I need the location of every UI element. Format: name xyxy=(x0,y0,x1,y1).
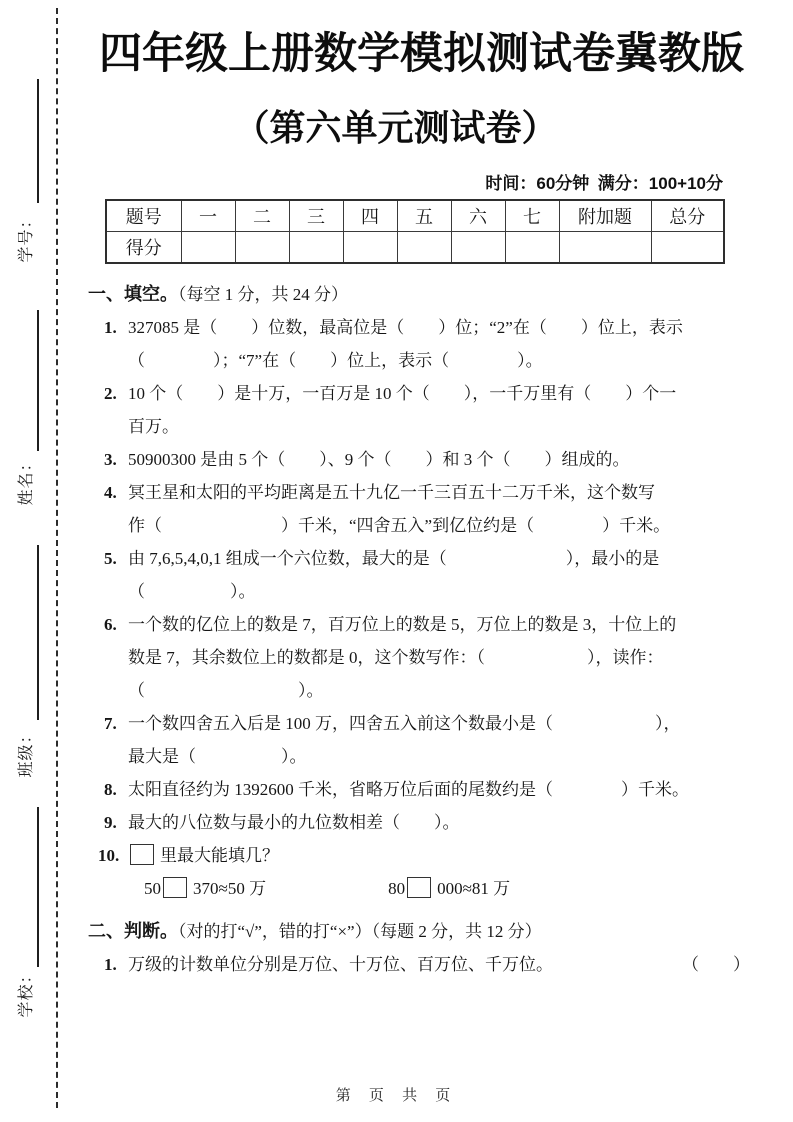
question-line: 数是 7，其余数位上的数都是 0，这个数写作：（ ），读作： xyxy=(128,648,664,667)
question-line xyxy=(128,872,778,905)
score-cell xyxy=(397,232,451,264)
fill-question-5 xyxy=(88,542,778,608)
question-number: 1. xyxy=(104,318,117,337)
fill-section-heading xyxy=(88,278,778,311)
question-line: 327085 是（ ）位数，最高位是（ ）位；“2”在（ ）位上，表示 xyxy=(128,318,683,337)
approx-expression-1 xyxy=(144,872,266,905)
judge-section-title: 二、判断。 xyxy=(88,921,178,941)
score-cell xyxy=(343,232,397,264)
blank-box xyxy=(163,877,187,898)
question-line: 10 个（ ）是十万，一百万是 10 个（ ），一千万里有（ ）个一 xyxy=(128,384,677,403)
judge-section-note: （对的打“√”，错的打“×”）（每题 2 分，共 12 分） xyxy=(178,922,542,941)
fill-question-3 xyxy=(88,443,778,476)
expression-text: 50 xyxy=(144,879,161,898)
question-line: 50900300 是由 5 个（ ）、9 个（ ）和 3 个（ ）组成的。 xyxy=(128,450,630,469)
question-line: 最大的八位数与最小的九位数相差（ ）。 xyxy=(128,813,460,832)
question-line: 作（ ）千米，“四舍五入”到亿位约是（ ）千米。 xyxy=(128,516,671,535)
score-col-4: 四 xyxy=(343,200,397,232)
question-line: 冥王星和太阳的平均距离是五十九亿一千三百五十二万千米，这个数写 xyxy=(128,483,655,502)
score-col-2: 二 xyxy=(235,200,289,232)
student-id-blank-line xyxy=(37,79,39,203)
question-line: （ ）。 xyxy=(128,681,324,700)
judge-question-1 xyxy=(88,948,778,981)
fill-question-10 xyxy=(88,839,778,905)
exam-time-score-info: 时间：60分钟 满分：100+10分 xyxy=(485,174,723,193)
question-number: 4. xyxy=(104,483,117,502)
answer-blank: （ ） xyxy=(682,955,750,974)
expression-text: 370≈50 万 xyxy=(193,879,267,898)
question-text: 万级的计数单位分别是万位、十万位、百万位、千万位。 xyxy=(128,955,553,974)
score-col-3: 三 xyxy=(289,200,343,232)
question-line: 百万。 xyxy=(128,417,179,436)
fill-question-6 xyxy=(88,608,778,707)
fill-question-4 xyxy=(88,476,778,542)
question-line: （ ）。 xyxy=(128,582,256,601)
score-table xyxy=(105,199,725,264)
question-line: 一个数四舍五入后是 100 万，四舍五入前这个数最小是（ ）， xyxy=(128,714,681,733)
question-line: 最大是（ ）。 xyxy=(128,747,307,766)
question-line xyxy=(128,839,778,872)
score-table-corner: 题号 xyxy=(106,200,181,232)
score-col-total: 总分 xyxy=(651,200,724,232)
fill-question-2 xyxy=(88,377,778,443)
score-cell xyxy=(181,232,235,264)
footer-page-number: 第 页 共 页 xyxy=(335,1087,458,1104)
question-number: 7. xyxy=(104,714,117,733)
score-row-label: 得分 xyxy=(106,232,181,264)
question-line: （ ）；“7”在（ ）位上，表示（ ）。 xyxy=(128,351,543,370)
question-number: 5. xyxy=(104,549,117,568)
score-cell xyxy=(289,232,343,264)
sidebar-field-class: 班级： xyxy=(18,726,35,778)
school-blank-line xyxy=(37,807,39,967)
question-line: 一个数的亿位上的数是 7，百万位上的数是 5，万位上的数是 3，十位上的 xyxy=(128,615,677,634)
fill-question-9 xyxy=(88,806,778,839)
question-number: 3. xyxy=(104,450,117,469)
score-col-6: 六 xyxy=(451,200,505,232)
question-number: 2. xyxy=(104,384,117,403)
blank-box xyxy=(130,844,154,865)
expression-text: 000≈81 万 xyxy=(437,879,511,898)
question-number: 9. xyxy=(104,813,117,832)
fill-question-7 xyxy=(88,707,778,773)
question-number: 6. xyxy=(104,615,117,634)
score-cell xyxy=(505,232,559,264)
score-col-7: 七 xyxy=(505,200,559,232)
score-col-1: 一 xyxy=(181,200,235,232)
score-cell xyxy=(451,232,505,264)
judge-section-heading xyxy=(88,915,778,948)
class-blank-line xyxy=(37,545,39,720)
fold-dashed-line xyxy=(56,8,58,1108)
approx-expression-2 xyxy=(388,872,510,905)
score-table-header-row xyxy=(106,200,724,232)
question-number: 8. xyxy=(104,780,117,799)
score-cell xyxy=(235,232,289,264)
name-blank-line xyxy=(37,310,39,451)
question-text: 里最大能填几？ xyxy=(160,846,279,865)
question-number: 1. xyxy=(104,955,117,974)
score-cell xyxy=(651,232,724,264)
fill-question-8 xyxy=(88,773,778,806)
exam-body xyxy=(88,278,778,981)
page-subtitle: （第六单元测试卷） xyxy=(233,107,558,148)
page-title: 四年级上册数学模拟测试卷冀教版 xyxy=(99,30,744,78)
score-col-5: 五 xyxy=(397,200,451,232)
sidebar-field-school: 学校： xyxy=(18,966,35,1018)
question-line: 由 7,6,5,4,0,1 组成一个六位数，最大的是（ ），最小的是 xyxy=(128,549,660,568)
fill-question-1 xyxy=(88,311,778,377)
fill-section-title: 一、填空。 xyxy=(88,284,178,304)
sidebar-field-name: 姓名： xyxy=(18,454,35,506)
sidebar-field-student-id: 学号： xyxy=(18,211,35,263)
score-cell xyxy=(559,232,651,264)
blank-box xyxy=(407,877,431,898)
score-col-bonus: 附加题 xyxy=(559,200,651,232)
score-table-score-row xyxy=(106,232,724,264)
fill-section-note: （每空 1 分，共 24 分） xyxy=(178,285,348,304)
expression-text: 80 xyxy=(388,879,406,898)
question-line: 太阳直径约为 1392600 千米，省略万位后面的尾数约是（ ）千米。 xyxy=(128,780,689,799)
question-number: 10. xyxy=(98,846,120,865)
